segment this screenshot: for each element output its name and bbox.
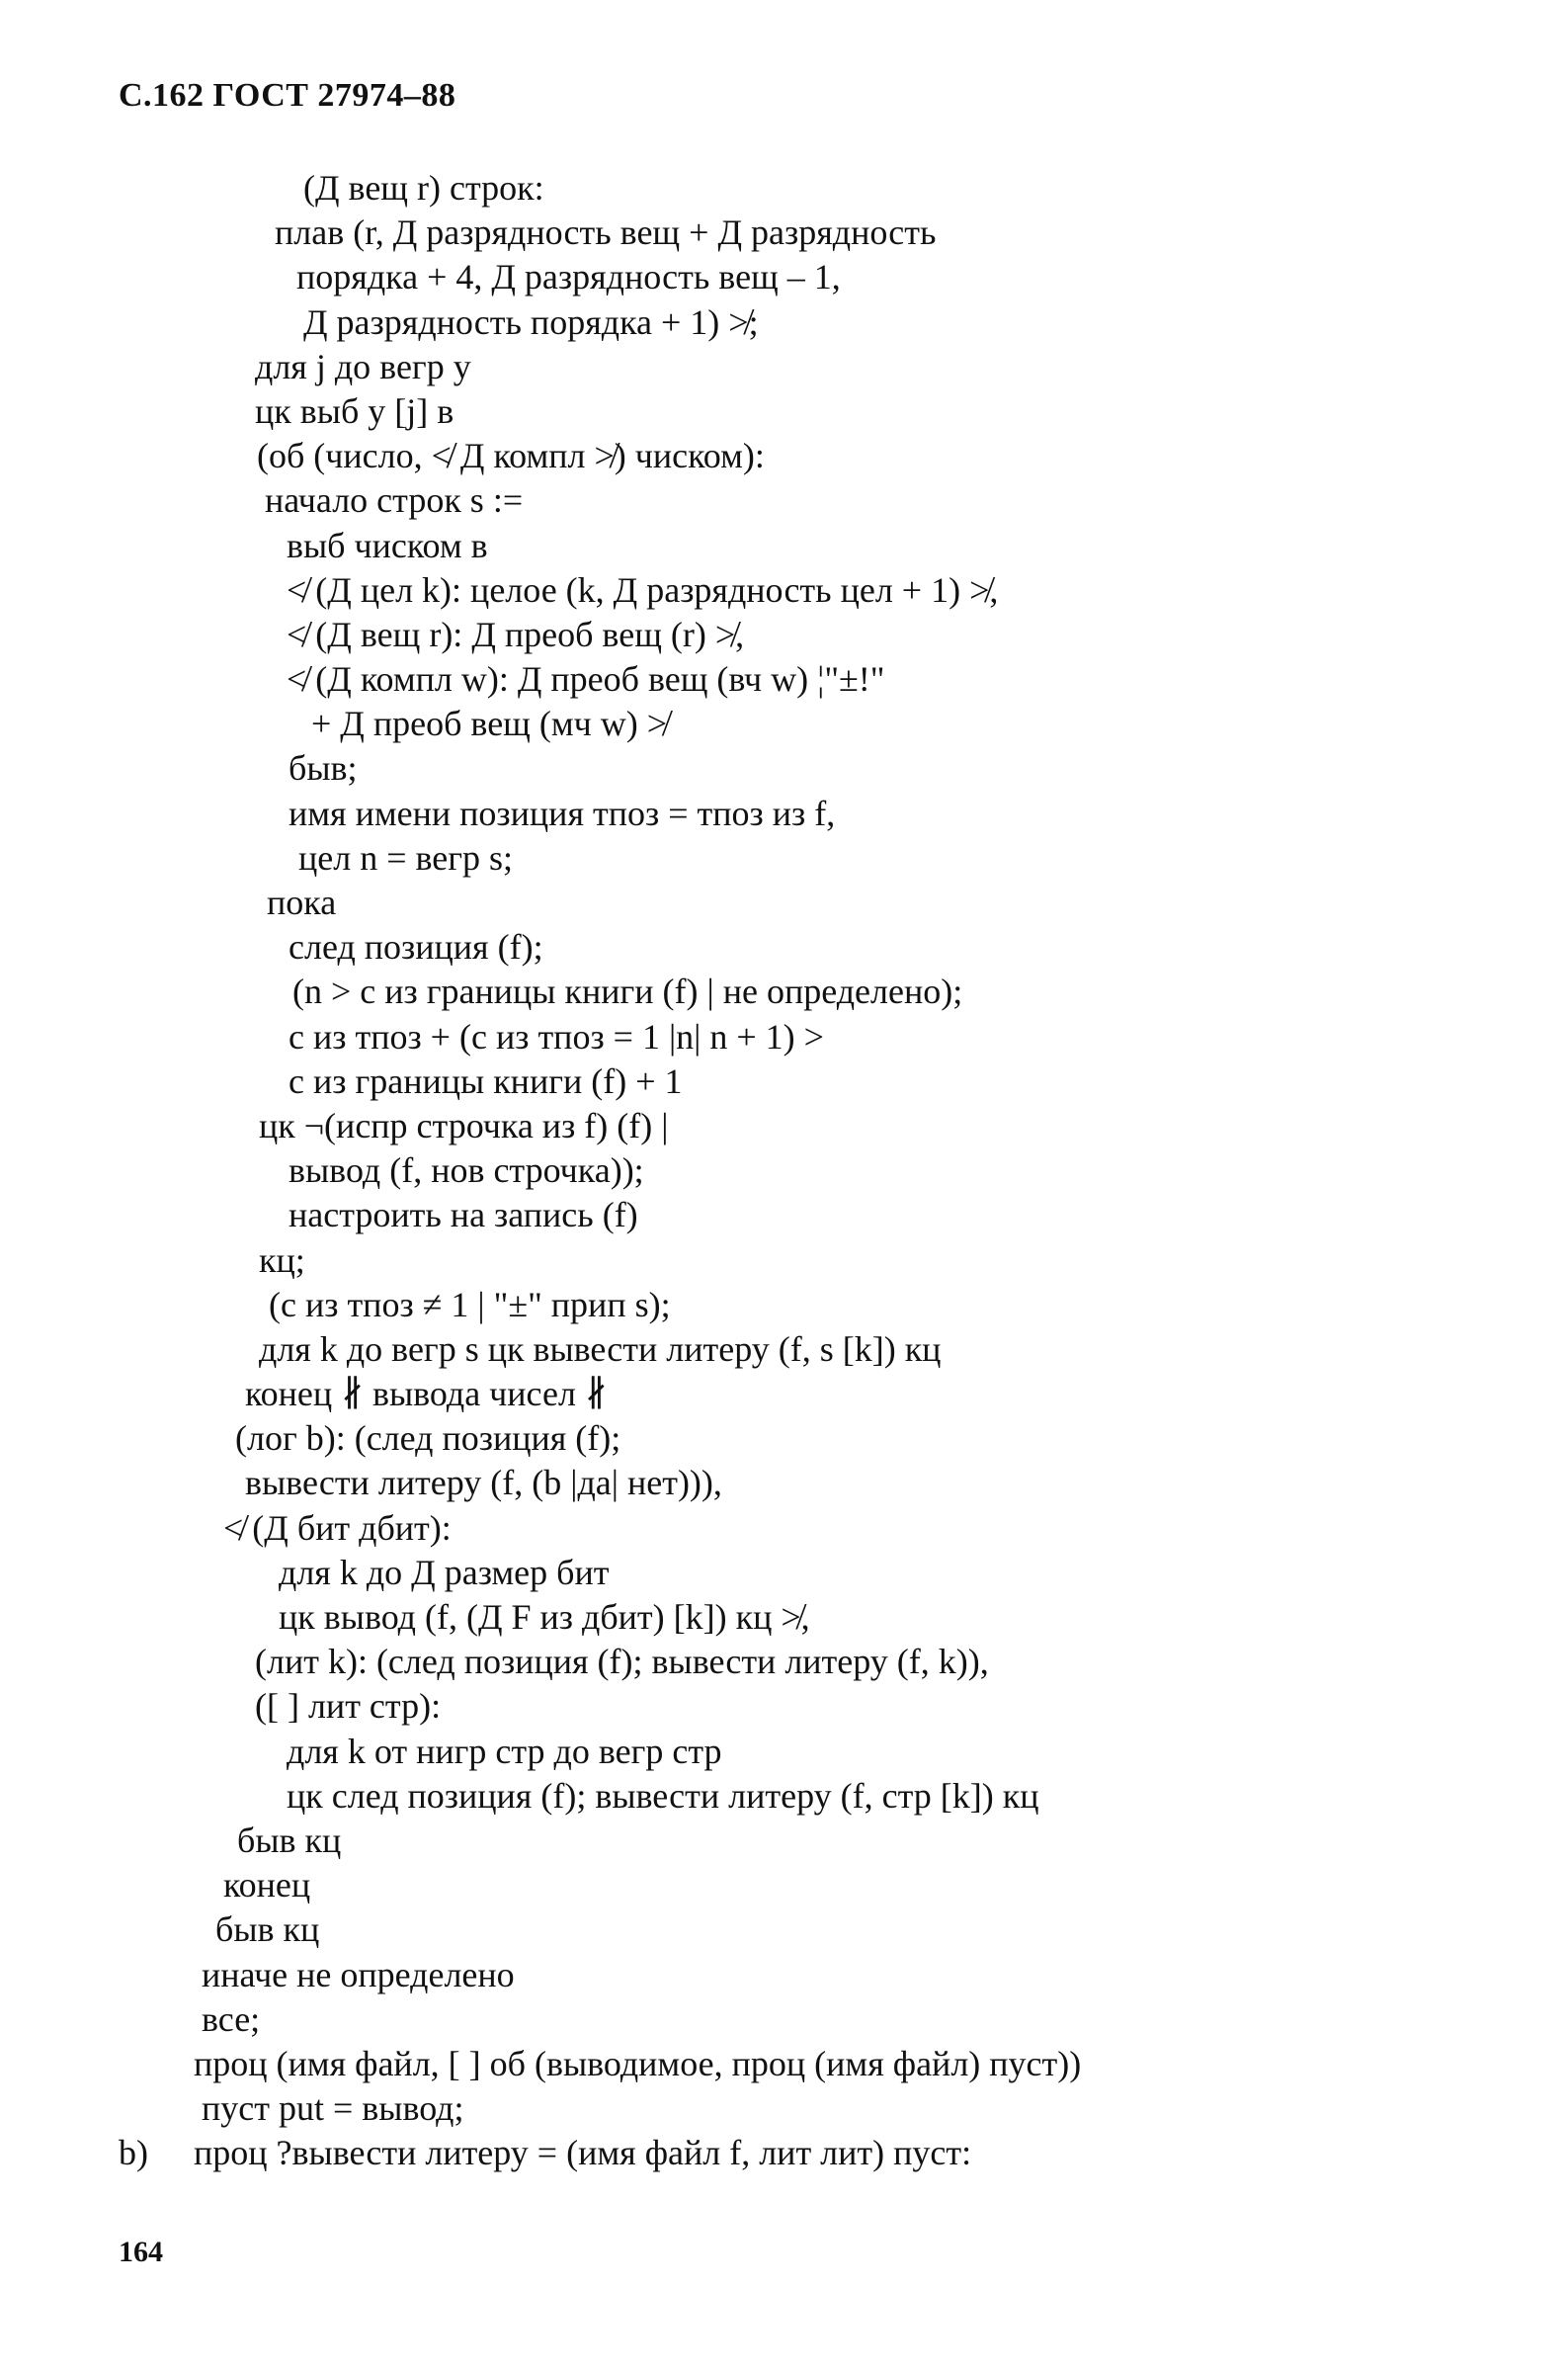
code-line: все;	[202, 1998, 261, 2039]
code-line: след позиция (f);	[289, 927, 543, 968]
code-line: для k от нигр стр до вегр стр	[287, 1731, 722, 1771]
code-line: ≮ (Д бит дбит):	[223, 1507, 452, 1548]
code-block	[0, 166, 1568, 2175]
code-line: вывести литеру (f, (b |да| нет))),	[245, 1463, 722, 1503]
code-line: порядка + 4, Д разрядность вещ – 1,	[296, 257, 841, 297]
code-line: (n > с из границы книги (f) | не определено);	[292, 972, 963, 1012]
code-line: ≮ (Д компл w): Д преоб вещ (вч w) ¦"±!"	[287, 659, 885, 700]
code-line: цк след позиция (f); вывести литеру (f, стр [k]) кц	[287, 1775, 1039, 1816]
page-number: 164	[119, 2236, 163, 2268]
code-line: иначе не определено	[202, 1954, 515, 1994]
code-line: выб чиском в	[287, 525, 488, 565]
code-line: конец	[223, 1865, 311, 1905]
code-line: для k до Д размер бит	[279, 1552, 610, 1592]
code-line: ([ ] лит стр):	[255, 1686, 442, 1727]
code-line: имя имени позиция тпоз = тпоз из f,	[289, 793, 836, 833]
code-line: ≮ (Д цел k): целое (k, Д разрядность цел + 1) ≯,	[287, 569, 999, 610]
code-line: настроить на запись (f)	[289, 1195, 638, 1235]
code-line: цел n = вегр s;	[298, 837, 514, 878]
code-line: пуст put = вывод;	[202, 2088, 464, 2129]
code-line: цк выб y [j] в	[255, 390, 454, 431]
item-label-b: b)	[119, 2133, 148, 2173]
page-header: С.162 ГОСТ 27974–88	[119, 77, 456, 114]
code-line: для k до вегр s цк вывести литеру (f, s [k]) кц	[259, 1328, 942, 1369]
code-line: кц;	[259, 1239, 305, 1280]
code-line: вывод (f, нов строчка));	[289, 1150, 644, 1191]
code-line: быв кц	[237, 1820, 342, 1860]
code-line: (об (число, ≮ Д компл ≯) чиском):	[257, 436, 765, 476]
code-line: b) проц ?вывести литеру = (имя файл f, лит лит) пуст:	[0, 2131, 1568, 2175]
code-line: быв;	[289, 748, 358, 789]
code-line: конец ∦ вывода чисел ∦	[245, 1374, 608, 1414]
code-line: (Д вещ r) строк:	[303, 168, 544, 208]
code-line: Д разрядность порядка + 1) ≯;	[303, 301, 759, 342]
code-line: с из тпоз + (с из тпоз = 1 |n| n + 1) >	[289, 1016, 824, 1057]
code-line: цк ¬(испр строчка из f) (f) |	[259, 1105, 669, 1145]
code-line: (лог b): (след позиция (f);	[235, 1418, 621, 1459]
code-line: для j до вегр y	[255, 346, 471, 386]
code-line: быв кц	[215, 1909, 320, 1950]
code-line: (с из тпоз ≠ 1 | "±" прип s);	[269, 1284, 671, 1324]
code-line: проц (имя файл, [ ] об (выводимое, проц (имя файл) пуст))	[194, 2043, 1082, 2083]
code-line: плав (r, Д разрядность вещ + Д разрядность	[275, 212, 937, 253]
code-line: + Д преоб вещ (мч w) ≯	[311, 704, 668, 744]
code-line: пока	[267, 883, 337, 922]
code-line: начало строк s :=	[265, 480, 524, 521]
code-line: с из границы книги (f) + 1	[289, 1060, 683, 1101]
code-line: (лит k): (след позиция (f); вывести литеру (f, k)),	[255, 1642, 989, 1682]
code-line: ≮ (Д вещ r): Д преоб вещ (r) ≯,	[287, 614, 745, 654]
code-line: цк вывод (f, (Д F из дбит) [k]) кц ≯,	[279, 1597, 810, 1637]
